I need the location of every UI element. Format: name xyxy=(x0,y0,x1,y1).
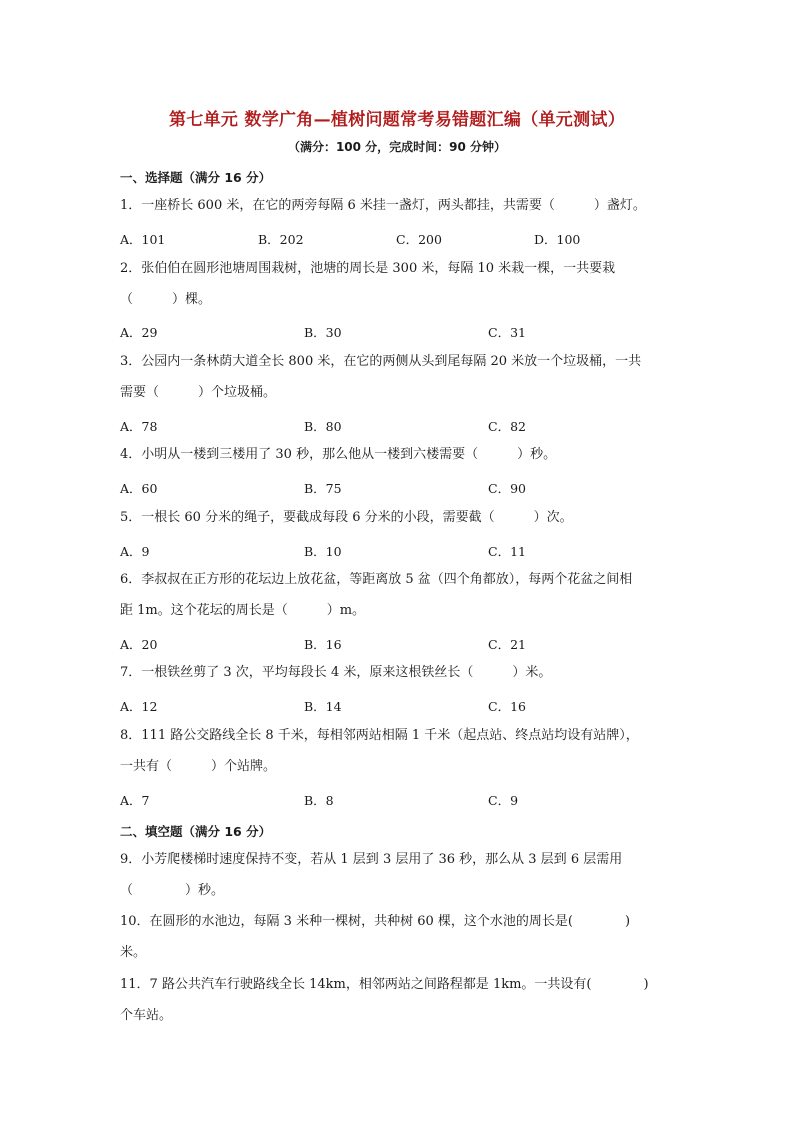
option-c[interactable]: C．16 xyxy=(488,699,526,714)
question-line: 3．公园内一条林荫大道全长 800 米，在它的两侧从头到尾每隔 20 米放一个垃圾桶，一共 xyxy=(120,354,642,369)
question-line: 5．一根长 60 分米的绳子，要截成每段 6 分米的小段，需要截（ ）次。 xyxy=(120,510,573,525)
option-a[interactable]: A．20 xyxy=(120,637,158,652)
option-c[interactable]: C．200 xyxy=(396,232,442,247)
option-c[interactable]: C．9 xyxy=(488,793,519,808)
option-c[interactable]: C．31 xyxy=(488,325,526,340)
option-c[interactable]: C．90 xyxy=(488,481,526,496)
question-line: （ ）棵。 xyxy=(120,292,212,307)
question-8 xyxy=(120,720,680,782)
option-b[interactable]: B．202 xyxy=(258,232,304,247)
option-b[interactable]: B．10 xyxy=(304,544,342,559)
option-d[interactable]: D．100 xyxy=(534,232,581,247)
question-2 xyxy=(120,253,680,315)
question-line: 7．一根铁丝剪了 3 次，平均每段长 4 米，原来这根铁丝长（ ）米。 xyxy=(120,665,552,680)
question-line: （ ）秒。 xyxy=(120,883,225,898)
option-c[interactable]: C．21 xyxy=(488,637,526,652)
question-line: 4．小明从一楼到三楼用了 30 秒，那么他从一楼到六楼需要（ ）秒。 xyxy=(120,447,557,462)
question-line: 距 1m。这个花坛的周长是（ ）m。 xyxy=(120,603,366,618)
page-subtitle: （满分：100 分，完成时间：90 分钟） xyxy=(287,140,507,154)
question-line: 11．7 路公共汽车行驶路线全长 14km，相邻两站之间路程都是 1km。一共设有( ) xyxy=(120,977,649,992)
option-a[interactable]: A．7 xyxy=(120,793,150,808)
question-1 xyxy=(120,190,680,221)
option-b[interactable]: B．16 xyxy=(304,637,342,652)
question-4 xyxy=(120,439,680,470)
option-a[interactable]: A．78 xyxy=(120,419,158,434)
question-line: 1．一座桥长 600 米，在它的两旁每隔 6 米挂一盏灯，两头都挂，共需要（ ）盏灯。 xyxy=(120,198,646,213)
option-a[interactable]: A．9 xyxy=(120,544,150,559)
question-line: 9．小芳爬楼梯时速度保持不变，若从 1 层到 3 层用了 36 秒，那么从 3 层到 6 层需用 xyxy=(120,852,623,867)
question-line: 米。 xyxy=(120,945,147,960)
option-c[interactable]: C．82 xyxy=(488,419,526,434)
option-a[interactable]: A．101 xyxy=(120,232,166,247)
option-b[interactable]: B．14 xyxy=(304,699,342,714)
question-3 xyxy=(120,346,680,408)
question-9 xyxy=(120,844,680,906)
option-b[interactable]: B．75 xyxy=(304,481,342,496)
option-b[interactable]: B．8 xyxy=(304,793,334,808)
option-a[interactable]: A．29 xyxy=(120,325,158,340)
question-line: 需要（ ）个垃圾桶。 xyxy=(120,385,277,400)
page-title: 第七单元 数学广角—植树问题常考易错题汇编（单元测试） xyxy=(168,110,626,130)
option-a[interactable]: A．12 xyxy=(120,699,158,714)
option-b[interactable]: B．30 xyxy=(304,325,342,340)
question-line: 2．张伯伯在圆形池塘周围栽树，池塘的周长是 300 米，每隔 10 米栽一棵，一共要栽 xyxy=(120,261,616,276)
question-line: 10．在圆形的水池边，每隔 3 米种一棵树，共种树 60 棵，这个水池的周长是( ) xyxy=(120,914,631,929)
question-5 xyxy=(120,502,680,533)
question-6 xyxy=(120,564,680,626)
section-heading-fill: 二、填空题（满分 16 分） xyxy=(120,824,272,839)
question-line: 6．李叔叔在正方形的花坛边上放花盆，等距离放 5 盆（四个角都放），每两个花盆之间相 xyxy=(120,572,633,587)
question-10 xyxy=(120,906,680,968)
question-11 xyxy=(120,969,680,1031)
question-line: 一共有（ ）个站牌。 xyxy=(120,759,277,774)
question-line: 个车站。 xyxy=(120,1008,173,1023)
question-line: 8．111 路公交路线全长 8 千米，每相邻两站相隔 1 千米（起点站、终点站均设有站牌）， xyxy=(120,728,639,743)
option-a[interactable]: A．60 xyxy=(120,481,158,496)
option-b[interactable]: B．80 xyxy=(304,419,342,434)
section-heading-choice: 一、选择题（满分 16 分） xyxy=(120,170,272,185)
question-7 xyxy=(120,657,680,688)
option-c[interactable]: C．11 xyxy=(488,544,526,559)
